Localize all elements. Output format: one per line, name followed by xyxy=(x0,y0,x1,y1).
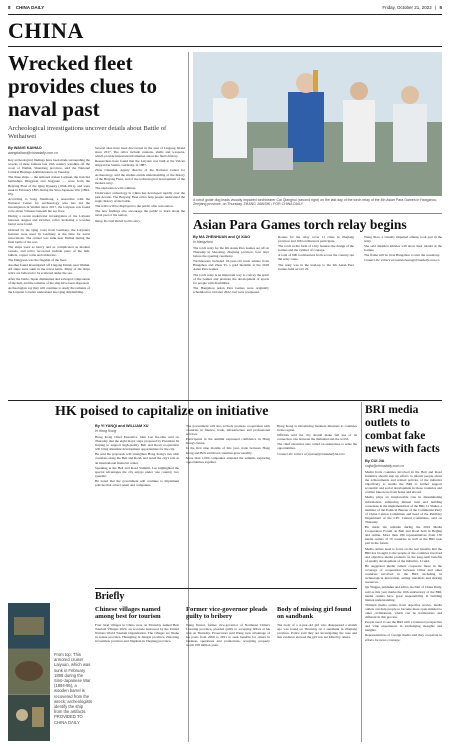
asian-para: The relay was in the lead-up to the 4th Asian Para Games held on Oct 22. xyxy=(278,262,354,271)
bri-divider xyxy=(361,402,362,742)
torch-relay-caption: A robot guide dog leads visually impaired torchbearer Cai Qianghui (second right) on the last day of the torch relay of the 4th Asian Para Games in Hangzhou, Zhejiang province, on Thursday. ZHANG JIANSHI / FOR CHINA DAILY xyxy=(193,198,438,207)
main-para: The three ships — the armored cruiser Laiyuan, the ironclad battleships Dingyuan and Jingyuan — were from the Beiyang Fleet of the Qing Dynasty (1644-1911), and were sunk in February 1895 during the Sino-Japanese War (1894-95). xyxy=(8,175,90,196)
bri-para: Thirteen media outlets from objective stories, media outlets can help people to become more open-minded to other civilizations, which can be harmonious and different in this process. xyxy=(365,602,442,620)
photo-person-4-head xyxy=(401,86,419,104)
asian-headline: Asian Para Games torch relay begins xyxy=(193,217,407,232)
main-para: During a recent underwater investigation of the Laiyuan between August and October, relics including a wooden barrel were found. xyxy=(8,214,90,227)
main-body-col1 xyxy=(8,158,90,398)
photo-relic xyxy=(14,617,44,635)
asian-para: Routes for the relay cover 11 cities in Zhejiang province and 106 torchbearers participate. xyxy=(278,235,354,244)
bri-para: Qu Yingpu, publisher and editor-in-chief of China Daily, said as this year marks the 10th anniversary of the BRI, media outlets have great responsibility in building mutual understanding. xyxy=(365,585,442,602)
date-text: Friday, October 21, 2022 xyxy=(382,5,432,10)
main-headline: Wrecked fleet provides clues to naval past xyxy=(8,51,157,121)
main-para: The Dingyuan was the flagship of the fleet. xyxy=(8,258,67,263)
hk-headline: HK poised to capitalize on initiative xyxy=(55,404,269,419)
main-byline-name: By WANG KAIHAO xyxy=(8,146,42,150)
section-rule xyxy=(8,46,442,47)
hk-contact: Contact the writers at yiyanqi@chinadailyhk.com xyxy=(277,451,345,456)
asian-rule xyxy=(193,213,442,214)
hk-para: Officials said the city should make full use of its connection role between the mainland and the world. xyxy=(277,433,357,442)
asian-contact: Contact the writers at mazhenhuan@chinadaily.com.cn xyxy=(364,258,440,263)
masthead-date xyxy=(382,5,442,10)
main-para: Researchers have found that the Laiyuan was built at the Vulcan shipyard in Stettin, Germany, in 1887. xyxy=(95,159,185,168)
main-body-col2 xyxy=(95,146,185,398)
bri-para: Representatives of foreign media said they cooperate in efforts for news coverage. xyxy=(365,633,442,642)
photo-robot-dog xyxy=(253,148,293,170)
bri-para: Media plays an irreplaceable role in disseminating information, enhancing mutual trust and building consensus in the implementation of the BRI, Li Shulei, a member of the Political Bureau of the Communist Party of China Central Committee and head of the Publicity Department of the CPC Central Committee, said on Thursday. xyxy=(365,495,442,525)
briefly-item-text: Wang Jinwei, former vice-governor of Northeast China's Liaoning province, pleaded guilty to accepting bribes at his trial on Thursday. Prosecutors said Wang took advantage of his posts from 2009 to 2021 to seek benefits for others in business operations and promotions, accepting property worth 108 million yuan. xyxy=(186,622,270,648)
briefly-item xyxy=(186,606,270,742)
hk-rule-top xyxy=(8,400,442,401)
asian-para: Torchbearers included 16-year-old track athlete from Hangzhou and Zhou Yi, a gold medalist at the 2018 Asian Para Games. xyxy=(193,259,269,272)
asian-body-col1 xyxy=(193,246,269,384)
hk-para: Participants in the summit expressed confidence in Hong Kong's future. xyxy=(186,437,270,446)
main-para: Archeologists say they will continue to study the remains of the Laiyuan to better understand late Qing shipbuilding. xyxy=(8,285,90,294)
main-para: The relics will be displayed to the public after restoration. xyxy=(95,204,174,209)
main-para: Underwater archeology in China has developed rapidly over the past decade. The Beiyang Fleet relics help people understand the tragic history of the battle. xyxy=(95,190,185,204)
asian-para: A total of 600 torchbearers from across the country ran the relay route. xyxy=(278,253,354,262)
bri-column xyxy=(365,404,442,742)
hk-body-col2 xyxy=(186,424,270,583)
main-byline-email: wangkaihao@chinadaily.com.cn xyxy=(8,150,58,155)
hk-para: The government will also actively promote cooperation with countries in finance, trade, infrastructure and professional services. xyxy=(186,424,270,437)
bri-para: He suggested media outlets cooperate more in the coverage of cooperation between China and other countries involved in the BRI, including in technological innovation, setting standards and sharing resources. xyxy=(365,563,442,585)
hk-body-col1 xyxy=(95,435,179,583)
hk-para: The chief executive also called on enterprises to seize the opportunities. xyxy=(277,442,357,451)
bri-headline-visible: BRI media outlets to combat fake news with facts xyxy=(365,404,440,455)
photo-person-1 xyxy=(213,98,247,158)
hk-para: He noted that the government will continue to implement policies that attract talent and companies. xyxy=(95,478,179,488)
asian-para: The Hangzhou Asian Para Games were originally scheduled for October 2022, but were postponed. xyxy=(193,285,269,294)
briefly-item xyxy=(95,606,179,742)
torch-relay-photo xyxy=(193,52,442,196)
main-credit: Wang Yu contributed to this story. xyxy=(95,218,141,223)
photo-artifact xyxy=(32,707,44,727)
asian-byline-location: in Hangzhou xyxy=(193,239,213,244)
asian-para: The torch in the form of a lily features the design of the Games and the symbol of courage. xyxy=(278,244,354,253)
bri-para: Media outlets need to focus on the real benefits that the BRI has brought to the people of the countries involved and objective media products on the long-term benefits of quality development of the initiative, Li said. xyxy=(365,546,442,563)
asian-para: She said disabled athletes will show their talents at the Games. xyxy=(364,244,442,253)
photo-person-3 xyxy=(343,100,375,162)
bri-para: He made the remarks during the 2022 Media Cooperation Forum on Belt and Road held in Beijing and online. More than 180 representatives from 130 media outlets of 70 countries as well as the BRI took part in the forum. xyxy=(365,525,442,546)
briefly-item-headline: Body of missing girl found on sandbank xyxy=(277,606,352,621)
main-para: After the battle, Japan dismantled and salvaged components of the hull, and the remains of the ship have been dispersed. xyxy=(8,276,90,285)
hk-byline-location: in Hong Kong xyxy=(95,428,117,433)
bri-para: Media from countries involved in the Belt and Road Initiative should step up efforts to inform people about the achievements and related policies of the initiative objectively to enable the BRI to further support economic and social development in those countries and combat fake news from home and abroad. xyxy=(365,469,442,495)
asian-para: The flame will be lit in Hangzhou to start the ceremony. xyxy=(364,253,440,258)
bri-para: People need to see the BRI with a balanced perspective and wide experiences in exchanging thoughts and insights. xyxy=(365,620,442,633)
page-number-right: 5 xyxy=(439,5,442,10)
briefly-item-headline: Chinese villages named among best for tourism xyxy=(95,606,161,621)
main-subhead: Archeological investigations uncover details about Battle of Weihaiwei xyxy=(8,125,167,140)
hk-para: Hong Kong Chief Executive John Lee Ka-chiu said on Thursday that the eight major steps proposed by President Xi Jinping to support high-quality Belt and Road cooperation will bring abundant development opportunities for the city. xyxy=(95,435,179,452)
masthead-separator: | xyxy=(435,5,437,10)
main-para: Several sites have been discovered in the area of Liugong Island since 2017. The relics include cannons, shells and weapons, which provide important information about the fleet's history. xyxy=(95,146,185,159)
torch-relay-photo-art xyxy=(193,52,442,196)
bri-byline-email: cuijia@chinadaily.com.cn xyxy=(365,463,405,468)
main-para: The new findings also encourage the public to learn about the naval past of the nation. xyxy=(95,209,185,218)
main-para: Zhou Chunshui, deputy director of the National Center for Archaeology, said the studies enrich understanding of the history of the Beiyang Fleet, and of the technological development of the modern navy. xyxy=(95,168,185,185)
main-para: Ordered by the Qing court from Germany, the Laiyuan's features were used by Germany at the time for naval renovations. The cruiser was sunk near Weihai during the final battle of the war. xyxy=(8,227,90,244)
wreck-photo xyxy=(8,603,50,741)
photo-person-1-head xyxy=(221,81,239,99)
photo-person-2 xyxy=(288,92,324,162)
wreck-photo-caption: From top: This armored cruiser Laiyuan, which was sunk in February 1895 during the Sino-Japanese War (1894-95), a wooden barrel is recovered from the wreck; archeologists identify the ship from the artifacts. PROVIDED TO CHINA DAILY xyxy=(54,652,92,725)
photo-torch xyxy=(313,70,318,92)
main-para: The exploration will continue. xyxy=(95,185,137,190)
section-title: CHINA xyxy=(8,18,84,43)
main-para: According to Song Jianzhong, a researcher with the National Center for Archaeology who has led the investigation in Weihai since 2017, the Laiyuan was found to be about 3 meters beneath the sea floor. xyxy=(8,196,90,214)
page-number-left: 8 xyxy=(8,5,11,10)
paper-name: CHINA DAILY xyxy=(15,5,45,10)
hk-para: Speaking at the Belt and Road Summit, Lee highlighted the special advantages the city enjoys under 'one country, two systems'. xyxy=(95,465,179,478)
asian-body-col3 xyxy=(364,235,442,384)
photo-person-4 xyxy=(393,104,427,162)
asian-byline-name: By MA ZHENHUAN and QI XIAO xyxy=(193,235,251,239)
main-byline xyxy=(8,146,90,155)
asian-para: The torch relay for the 4th Asian Para Games set off on Thursday in Shaoxing, Zhejiang province, four days before the opening ceremony. xyxy=(193,246,269,259)
asian-body-col2 xyxy=(278,235,354,384)
hk-byline xyxy=(95,424,179,433)
hk-para: In the first nine months of this year, trade between Hong Kong and Belt and Road countries grew steadily. xyxy=(186,446,270,455)
main-para: The ships were as heavy and as complicated as modern vessels, and relics recovered include parts of the hull, bullets, copper coins and tableware. xyxy=(8,244,90,258)
photo-barrel xyxy=(15,661,43,681)
briefly-rule xyxy=(95,588,357,589)
asian-para: Wang Xiao, a visually impaired athlete, took part in the relay. xyxy=(364,235,442,244)
hk-byline-name: By YI YANQI and WILLIAM XU xyxy=(95,424,149,428)
asian-byline xyxy=(193,235,269,244)
hk-para: More than 1,000 companies attended the summit, exploring opportunities together. xyxy=(186,455,270,464)
main-para: Key archeological findings have been made surrounding the wrecks of three famous late 19th century warships off the coast of Weihai, Shandong province, said the National Cultural Heritage Administration on Tuesday. xyxy=(8,158,90,175)
hk-body-col3 xyxy=(277,424,357,583)
briefly-item-text: Four rural villages in China were on Thursday named Best Tourism Villages 2022, an accolade bestowed by the United Nations World Tourism Organization. The villages are Xiahe in Gansu province, Huangling in Jiangxi province, Zhaoxing in Guizhou province and Jingshan in Zhejiang province. xyxy=(95,622,179,644)
wreck-photo-art xyxy=(8,603,50,741)
briefly-item-text: The body of a 4-year-old girl who disappeared a month ago was found on Thursday on a sandbank in Zhejiang province. Police said they are investigating the case and that evidence showed the girl was not killed by others. xyxy=(277,622,357,640)
hk-para: He said the proposals will strengthen Hong Kong's ties with countries along the Belt and Road, and noted the city's role as an international financial center. xyxy=(95,452,179,465)
photo-person-3-head xyxy=(350,82,368,100)
bri-byline-name: By CUI JIA xyxy=(365,459,385,463)
briefly-item xyxy=(277,606,357,742)
bri-body xyxy=(365,470,442,740)
masthead-rule xyxy=(8,14,442,15)
masthead xyxy=(8,5,442,13)
briefly-title: Briefly xyxy=(95,591,125,602)
asian-para: The torch relay is an important way to convey the spirit of the Games and promote the development of sports for people with disabilities. xyxy=(193,272,269,285)
hk-para: Hong Kong is introducing business missions to countries in the region. xyxy=(277,424,357,433)
photo-diver xyxy=(16,709,28,721)
briefly-item-headline: Former vice-governor pleads guilty to bribery xyxy=(186,606,268,621)
main-para: Another found investigated off Liugong Island, near Weihai. All ships were sunk in the naval battle. Many of the ships relics are believed to be scattered under the sea. xyxy=(8,263,90,276)
